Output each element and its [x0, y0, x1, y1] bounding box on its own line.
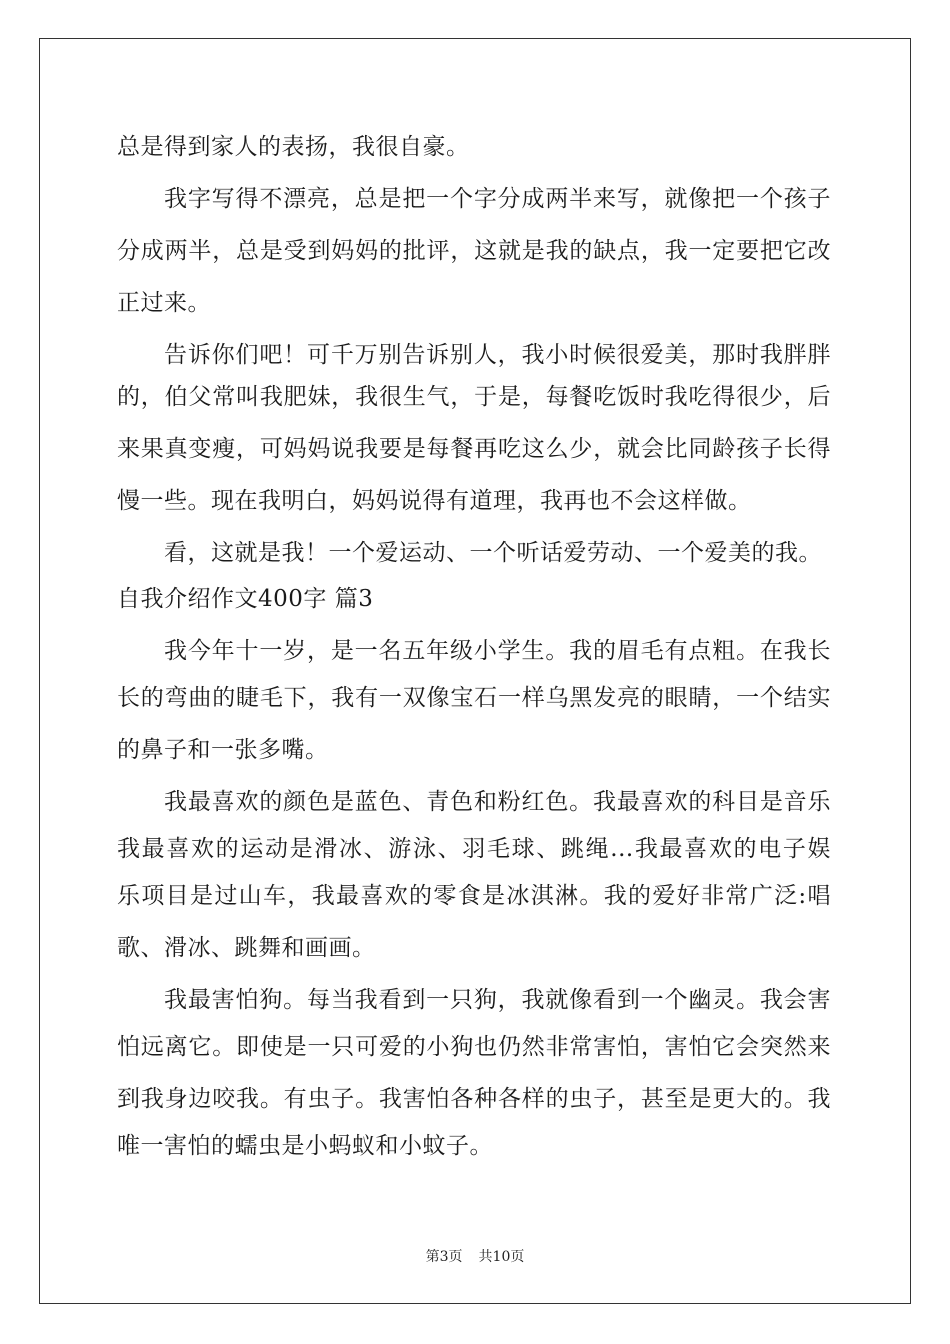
text-line: 告诉你们吧！可千万别告诉别人，我小时候很爱美，那时我胖胖	[164, 342, 831, 368]
text-line: 歌、滑冰、跳舞和画画。	[117, 935, 376, 961]
text-line: 来果真变瘦，可妈妈说我要是每餐再吃这么少，就会比同龄孩子长得	[117, 436, 831, 462]
text-line: 我最喜欢的颜色是蓝色、青色和粉红色。我最喜欢的科目是音乐	[164, 789, 831, 815]
text-line: 乐项目是过山车，我最喜欢的零食是冰淇淋。我的爱好非常广泛:唱	[117, 883, 831, 909]
page-border	[39, 38, 911, 1304]
text-line: 我今年十一岁，是一名五年级小学生。我的眉毛有点粗。在我长	[164, 638, 831, 664]
text-line: 看，这就是我！一个爱运动、一个听话爱劳动、一个爱美的我。	[164, 540, 822, 566]
text-line: 我字写得不漂亮，总是把一个字分成两半来写，就像把一个孩子	[164, 186, 831, 212]
text-line: 到我身边咬我。有虫子。我害怕各种各样的虫子，甚至是更大的。我	[117, 1086, 831, 1112]
section-heading: 自我介绍作文400字 篇3	[117, 586, 374, 612]
text-line: 总是得到家人的表扬，我很自豪。	[117, 134, 470, 160]
text-line: 我最害怕狗。每当我看到一只狗，我就像看到一个幽灵。我会害	[164, 987, 831, 1013]
text-line: 我最喜欢的运动是滑冰、游泳、羽毛球、跳绳...我最喜欢的电子娱	[117, 836, 831, 862]
text-line: 怕远离它。即使是一只可爱的小狗也仍然非常害怕，害怕它会突然来	[117, 1034, 831, 1060]
page-total: 共10页	[478, 1249, 525, 1265]
page-footer	[0, 1246, 950, 1266]
text-line: 分成两半，总是受到妈妈的批评，这就是我的缺点，我一定要把它改	[117, 238, 831, 264]
text-line: 唯一害怕的蠕虫是小蚂蚁和小蚊子。	[117, 1133, 493, 1159]
text-line: 长的弯曲的睫毛下，我有一双像宝石一样乌黑发亮的眼睛，一个结实	[117, 685, 831, 711]
text-line: 慢一些。现在我明白，妈妈说得有道理，我再也不会这样做。	[117, 488, 752, 514]
text-line: 正过来。	[117, 290, 211, 316]
text-line: 的鼻子和一张多嘴。	[117, 737, 329, 763]
page-number: 第3页	[425, 1249, 463, 1265]
text-line: 的，伯父常叫我肥妹，我很生气，于是，每餐吃饭时我吃得很少，后	[117, 384, 831, 410]
